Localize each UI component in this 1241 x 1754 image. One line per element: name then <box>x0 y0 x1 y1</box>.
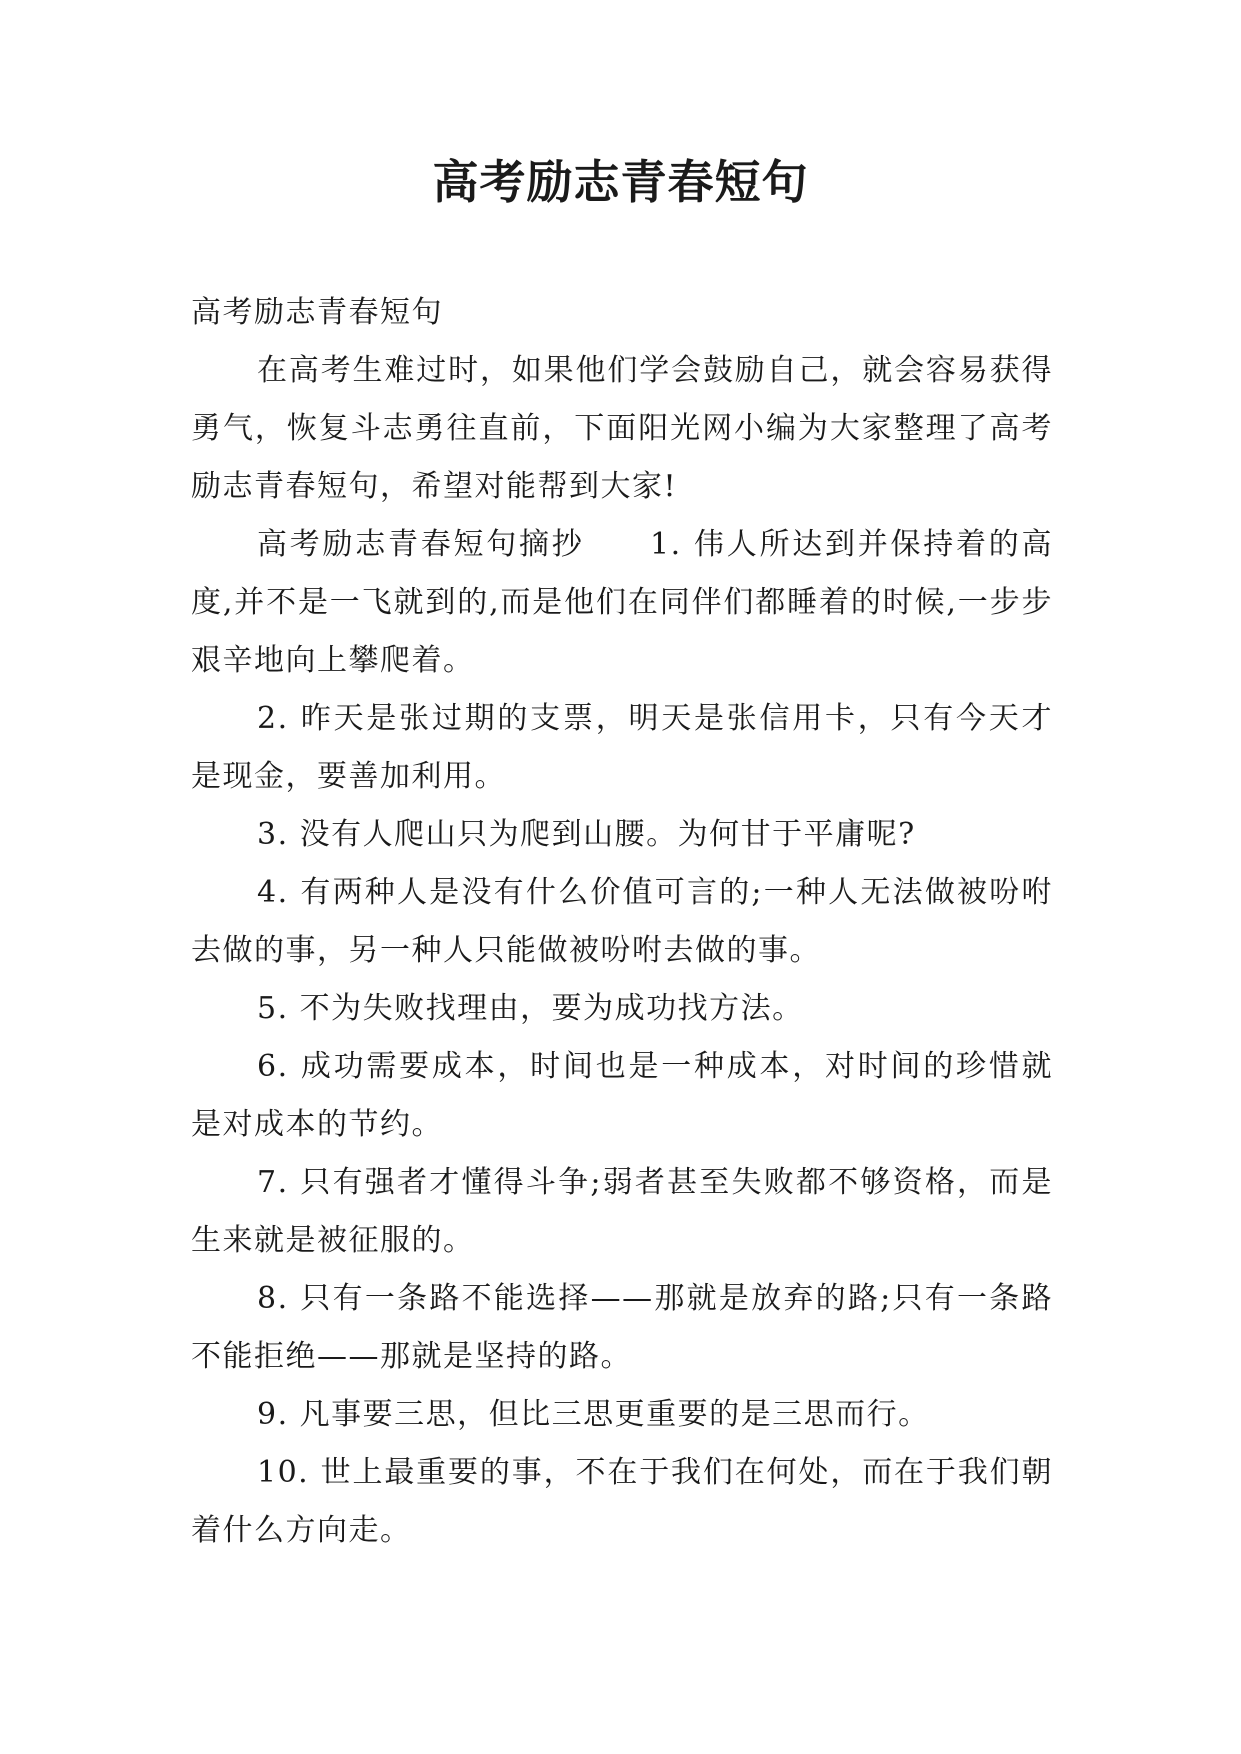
paragraph-quote-8: 8. 只有一条路不能选择——那就是放弃的路;只有一条路不能拒绝——那就是坚持的路。 <box>191 1281 1053 1374</box>
paragraph-quote-6: 6. 成功需要成本，时间也是一种成本，对时间的珍惜就是对成本的节约。 <box>191 1049 1053 1142</box>
paragraph-quote-10: 10. 世上最重要的事，不在于我们在何处，而在于我们朝着什么方向走。 <box>191 1455 1053 1548</box>
paragraph-intro: 在高考生难过时，如果他们学会鼓励自己，就会容易获得勇气，恢复斗志勇往直前，下面阳光网小编为大家整理了高考励志青春短句，希望对能帮到大家! <box>191 353 1053 504</box>
paragraph-quote-2: 2. 昨天是张过期的支票，明天是张信用卡，只有今天才是现金，要善加利用。 <box>191 701 1053 794</box>
document-body <box>191 284 1053 1560</box>
paragraph-quote-7: 7. 只有强者才懂得斗争;弱者甚至失败都不够资格，而是生来就是被征服的。 <box>191 1165 1053 1258</box>
paragraph-quote-5: 5. 不为失败找理由，要为成功找方法。 <box>257 991 804 1026</box>
paragraph-quote-3: 3. 没有人爬山只为爬到山腰。为何甘于平庸呢? <box>257 817 916 852</box>
paragraph-quote-4: 4. 有两种人是没有什么价值可言的;一种人无法做被吩咐去做的事，另一种人只能做被吩咐去做的事。 <box>191 875 1053 968</box>
paragraph-quote-1: 高考励志青春短句摘抄 1. 伟人所达到并保持着的高度,并不是一飞就到的,而是他们在同伴们都睡着的时候,一步步艰辛地向上攀爬着。 <box>191 527 1053 678</box>
paragraph-quote-9: 9. 凡事要三思，但比三思更重要的是三思而行。 <box>257 1397 930 1432</box>
document-subtitle: 高考励志青春短句 <box>191 295 443 330</box>
page-title: 高考励志青春短句 <box>432 155 809 209</box>
